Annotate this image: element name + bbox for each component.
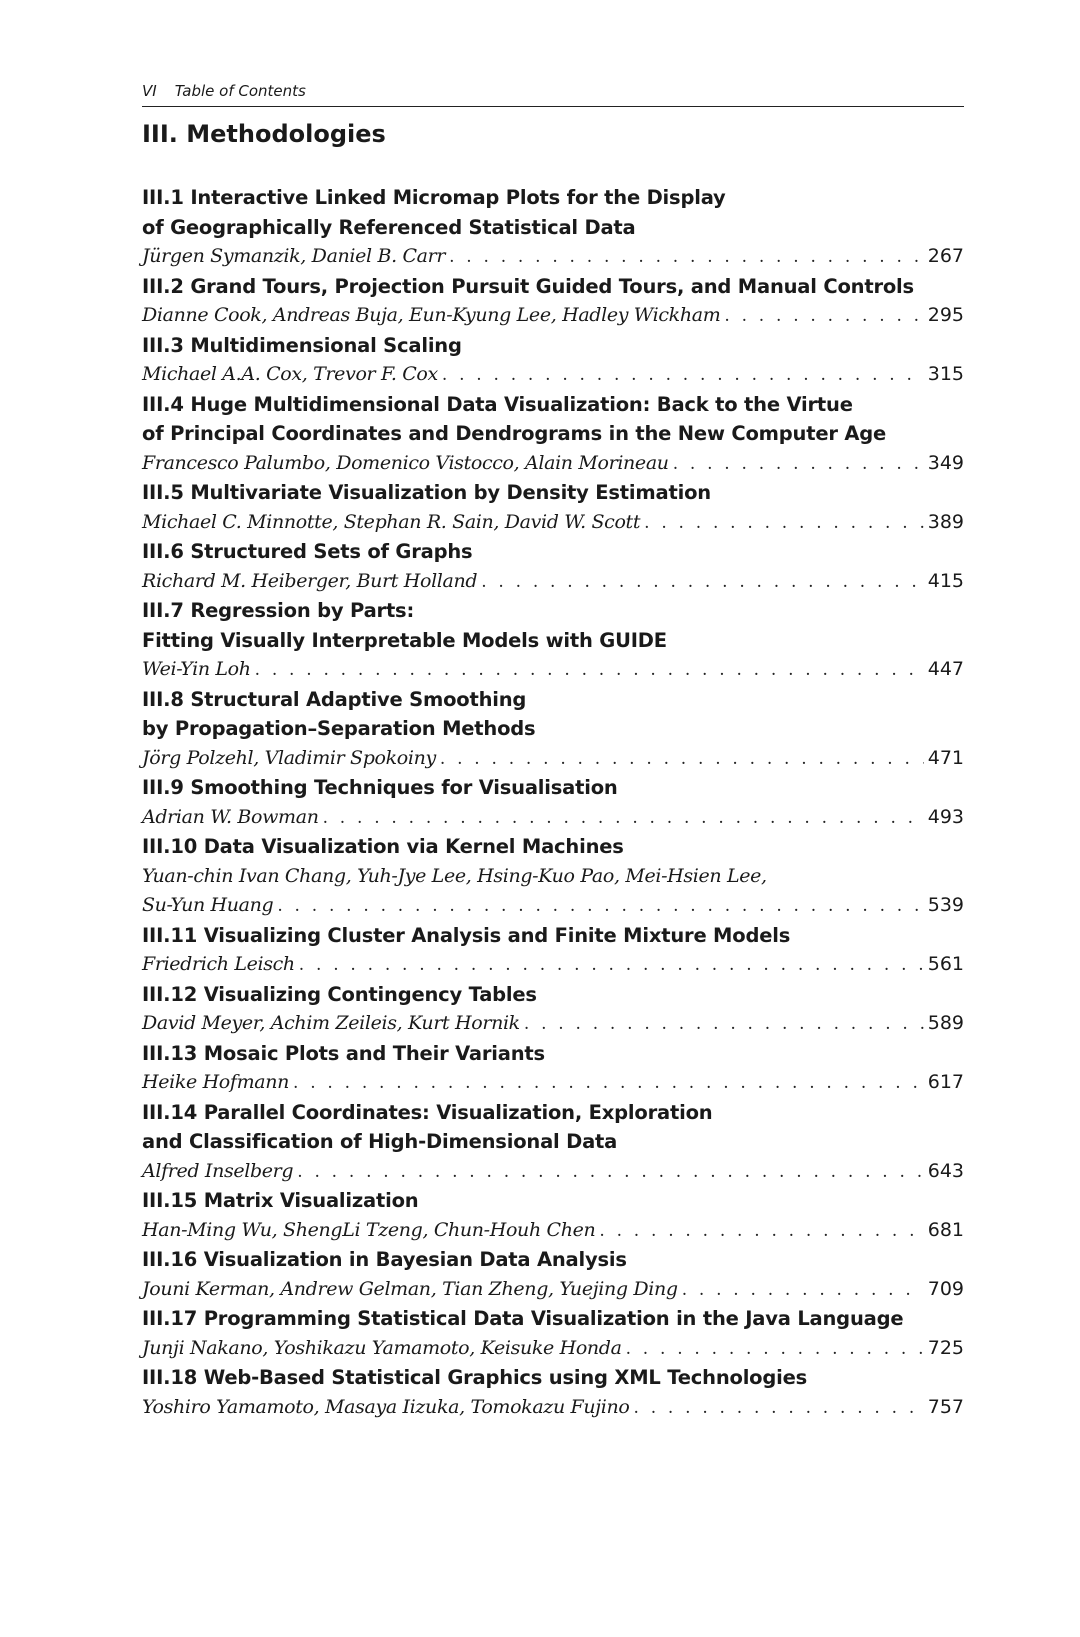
chapter-authors: Dianne Cook, Andreas Buja, Eun-Kyung Lee, Hadley Wickham bbox=[142, 304, 721, 326]
toc-entry bbox=[142, 1363, 964, 1422]
toc-entry bbox=[142, 183, 964, 272]
chapter-author-row bbox=[142, 1009, 964, 1039]
chapter-page-number: 493 bbox=[927, 805, 964, 828]
toc-entry bbox=[142, 1245, 964, 1304]
dot-leader bbox=[682, 1276, 924, 1306]
chapter-author-row bbox=[142, 1334, 964, 1364]
toc-entry bbox=[142, 596, 964, 685]
chapter-title-line: III.16 Visualization in Bayesian Data Analysis bbox=[142, 1248, 627, 1271]
chapter-page-number: 725 bbox=[927, 1336, 964, 1359]
chapter-page-number: 643 bbox=[927, 1159, 964, 1182]
chapter-authors: Junji Nakano, Yoshikazu Yamamoto, Keisuke Honda bbox=[142, 1336, 622, 1359]
chapter-authors: Heike Hofmann bbox=[142, 1071, 289, 1093]
dot-leader bbox=[634, 1394, 924, 1424]
chapter-authors: Michael A.A. Cox, Trevor F. Cox bbox=[142, 363, 438, 385]
dot-leader bbox=[481, 568, 924, 598]
toc-entry bbox=[142, 537, 964, 596]
chapter-authors: Michael C. Minnotte, Stephan R. Sain, David W. Scott bbox=[142, 510, 641, 533]
chapter-title-line: III.17 Programming Statistical Data Visualization in the Java Language bbox=[142, 1307, 904, 1330]
chapter-page-number: 389 bbox=[927, 510, 964, 533]
chapter-authors: David Meyer, Achim Zeileis, Kurt Hornik bbox=[142, 1012, 520, 1034]
chapter-author-row bbox=[142, 1068, 964, 1098]
chapter-author-row bbox=[142, 950, 964, 980]
toc-entry bbox=[142, 980, 964, 1039]
toc-entry bbox=[142, 832, 964, 921]
chapter-authors: Wei-Yin Loh bbox=[142, 658, 251, 680]
chapter-authors: Yoshiro Yamamoto, Masaya Iizuka, Tomokazu Fujino bbox=[142, 1395, 630, 1418]
chapter-authors-line: Yuan-chin Ivan Chang, Yuh-Jye Lee, Hsing-Kuo Pao, Mei-Hsien Lee, bbox=[142, 864, 767, 887]
chapter-page-number: 681 bbox=[927, 1218, 964, 1241]
table-of-contents bbox=[142, 183, 964, 1422]
toc-entry bbox=[142, 685, 964, 774]
chapter-page-number: 471 bbox=[927, 746, 964, 769]
chapter-author-row bbox=[142, 1216, 964, 1246]
dot-leader bbox=[626, 1335, 924, 1365]
chapter-page-number: 589 bbox=[927, 1012, 964, 1034]
dot-leader bbox=[297, 1158, 924, 1188]
chapter-title-line: III.15 Matrix Visualization bbox=[142, 1189, 419, 1212]
chapter-title-line: III.7 Regression by Parts: bbox=[142, 599, 415, 622]
chapter-author-row bbox=[142, 242, 964, 272]
running-head-title: Table of Contents bbox=[174, 82, 306, 100]
chapter-author-row bbox=[142, 449, 964, 479]
dot-leader bbox=[440, 745, 924, 775]
page-folio: VI bbox=[142, 82, 157, 100]
chapter-authors: Su-Yun Huang bbox=[142, 894, 274, 916]
chapter-title-line: III.5 Multivariate Visualization by Density Estimation bbox=[142, 481, 711, 504]
dot-leader bbox=[724, 302, 923, 332]
chapter-page-number: 267 bbox=[927, 245, 964, 267]
chapter-page-number: 295 bbox=[927, 304, 964, 326]
chapter-title-line: III.18 Web-Based Statistical Graphics using XML Technologies bbox=[142, 1366, 808, 1389]
chapter-page-number: 617 bbox=[927, 1071, 964, 1093]
chapter-authors: Francesco Palumbo, Domenico Vistocco, Alain Morineau bbox=[142, 451, 669, 474]
part-title: III. Methodologies bbox=[142, 120, 386, 148]
chapter-title-line: III.12 Visualizing Contingency Tables bbox=[142, 982, 537, 1006]
chapter-author-row bbox=[142, 1157, 964, 1187]
chapter-authors: Richard M. Heiberger, Burt Holland bbox=[142, 569, 478, 592]
dot-leader bbox=[599, 1217, 923, 1247]
chapter-title-line: III.1 Interactive Linked Micromap Plots for the Display bbox=[142, 186, 726, 209]
chapter-page-number: 757 bbox=[927, 1395, 964, 1418]
dot-leader bbox=[524, 1010, 924, 1040]
dot-leader bbox=[293, 1069, 924, 1099]
chapter-authors: Jörg Polzehl, Vladimir Spokoiny bbox=[142, 746, 436, 769]
dot-leader bbox=[673, 450, 924, 480]
chapter-authors: Friedrich Leisch bbox=[142, 953, 295, 975]
dot-leader bbox=[644, 509, 924, 539]
dot-leader bbox=[442, 361, 924, 391]
chapter-author-row bbox=[142, 891, 964, 921]
toc-entry bbox=[142, 478, 964, 537]
chapter-author-row bbox=[142, 1393, 964, 1423]
chapter-title-line: III.10 Data Visualization via Kernel Machines bbox=[142, 835, 624, 858]
toc-entry bbox=[142, 773, 964, 832]
chapter-page-number: 539 bbox=[927, 894, 964, 916]
chapter-title-line: III.14 Parallel Coordinates: Visualization, Exploration bbox=[142, 1100, 713, 1124]
chapter-author-row bbox=[142, 803, 964, 833]
chapter-author-row bbox=[142, 567, 964, 597]
dot-leader bbox=[299, 951, 924, 981]
dot-leader bbox=[323, 804, 924, 834]
chapter-title-line: by Propagation–Separation Methods bbox=[142, 717, 536, 740]
toc-entry bbox=[142, 272, 964, 331]
chapter-title-line: III.9 Smoothing Techniques for Visualisation bbox=[142, 776, 618, 799]
toc-entry bbox=[142, 390, 964, 479]
dot-leader bbox=[255, 656, 924, 686]
toc-entry bbox=[142, 921, 964, 980]
chapter-authors: Adrian W. Bowman bbox=[142, 805, 319, 828]
toc-entry bbox=[142, 331, 964, 390]
toc-entry bbox=[142, 1304, 964, 1363]
chapter-author-row bbox=[142, 655, 964, 685]
chapter-title-line: III.13 Mosaic Plots and Their Variants bbox=[142, 1041, 545, 1065]
toc-entry bbox=[142, 1186, 964, 1245]
chapter-title-line: III.8 Structural Adaptive Smoothing bbox=[142, 687, 527, 711]
chapter-title-line: III.6 Structured Sets of Graphs bbox=[142, 540, 473, 563]
chapter-author-row bbox=[142, 301, 964, 331]
chapter-title-line: Fitting Visually Interpretable Models with GUIDE bbox=[142, 628, 667, 652]
toc-entry bbox=[142, 1098, 964, 1187]
chapter-authors: Han-Ming Wu, ShengLi Tzeng, Chun-Houh Chen bbox=[142, 1218, 596, 1241]
chapter-author-row bbox=[142, 508, 964, 538]
running-head bbox=[142, 80, 964, 107]
chapter-title-line: III.2 Grand Tours, Projection Pursuit Guided Tours, and Manual Controls bbox=[142, 274, 914, 298]
chapter-authors: Alfred Inselberg bbox=[142, 1159, 294, 1182]
dot-leader bbox=[277, 892, 923, 922]
chapter-page-number: 561 bbox=[927, 953, 964, 975]
chapter-author-row bbox=[142, 744, 964, 774]
chapter-title-line: of Geographically Referenced Statistical Data bbox=[142, 215, 636, 239]
chapter-title-line: III.11 Visualizing Cluster Analysis and Finite Mixture Models bbox=[142, 923, 791, 947]
chapter-page-number: 709 bbox=[927, 1277, 964, 1300]
chapter-page-number: 315 bbox=[927, 363, 964, 385]
chapter-authors: Jürgen Symanzik, Daniel B. Carr bbox=[142, 245, 446, 267]
chapter-page-number: 447 bbox=[927, 658, 964, 680]
chapter-title-line: III.4 Huge Multidimensional Data Visualization: Back to the Virtue bbox=[142, 392, 853, 416]
chapter-author-row bbox=[142, 360, 964, 390]
dot-leader bbox=[449, 243, 924, 273]
chapter-title-line: of Principal Coordinates and Dendrograms in the New Computer Age bbox=[142, 422, 887, 445]
chapter-title-line: III.3 Multidimensional Scaling bbox=[142, 333, 462, 357]
chapter-page-number: 349 bbox=[927, 451, 964, 474]
chapter-author-row bbox=[142, 1275, 964, 1305]
toc-entry bbox=[142, 1039, 964, 1098]
chapter-page-number: 415 bbox=[927, 569, 964, 592]
chapter-title-line: and Classification of High-Dimensional Data bbox=[142, 1130, 618, 1153]
chapter-authors: Jouni Kerman, Andrew Gelman, Tian Zheng, Yuejing Ding bbox=[142, 1277, 678, 1300]
